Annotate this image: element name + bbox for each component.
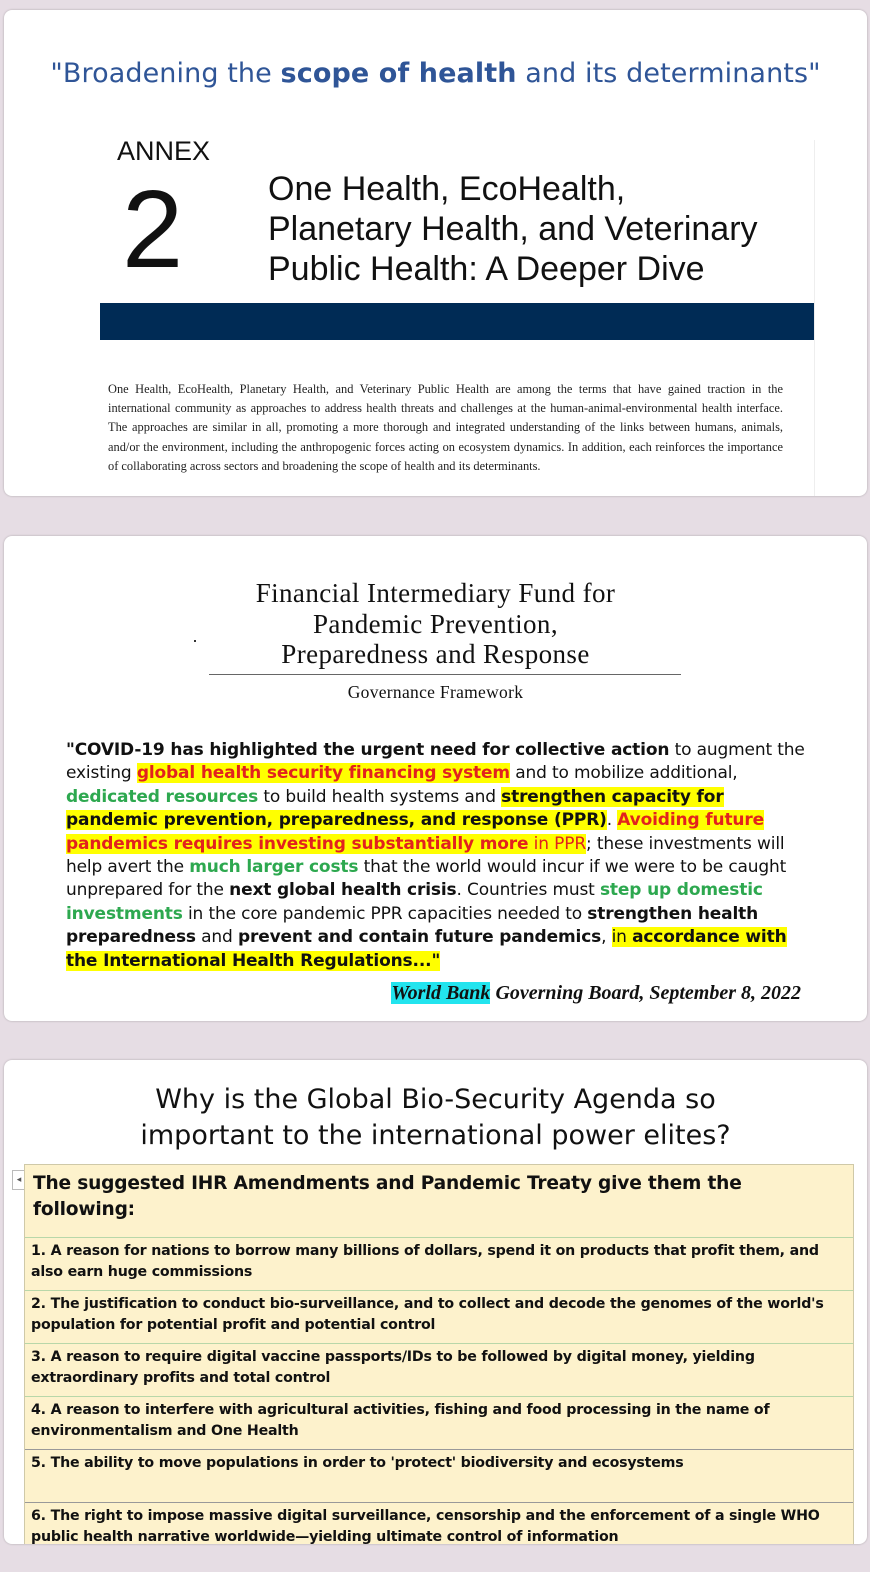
quote-attribution [391,982,801,1005]
annex-title-line: Planetary Health, and Veterinary [268,210,758,248]
table-header[interactable]: The suggested IHR Amendments and Pandemic Treaty give them the following: [33,1173,742,1220]
annex-title-line: One Health, EcoHealth, [268,170,626,208]
title-text-pre: "Broadening the [50,58,281,89]
quote-segment: global health security financing system [136,763,510,784]
quote-segment: step up domestic investments [66,880,763,924]
slide-title [4,58,867,89]
world-bank-quote [66,739,816,973]
quote-segment: in PPR [528,833,586,854]
quote-segment: and to mobilize additional, [509,763,738,784]
quote-segment: , [601,927,612,948]
table-row[interactable]: 2. The justification to conduct bio-surveillance, and to collect and decode the genomes of the world's population for potential profit and potential control [25,1290,853,1343]
stray-dot [194,640,196,642]
attribution-rest: Governing Board, September 8, 2022 [490,982,801,1004]
annex-number: 2 [122,168,184,291]
collapse-handle-icon[interactable]: ◂ [12,1170,26,1190]
title-text-bold: scope of health [280,58,517,89]
fif-title-line: Financial Intermediary Fund for [255,578,616,608]
question-title-line: important to the international power elites? [140,1120,731,1151]
table-row[interactable]: 6. The right to impose massive digital surveillance, censorship and the enforcement of a single WHO public health narrative worldwide—yielding ultimate control of information [25,1502,853,1544]
slide-biosecurity-agenda[interactable] [4,1060,867,1544]
quote-segment: Avoiding future pandemics requires investing substantially more [66,810,764,854]
quote-segment: . Countries must [456,880,600,901]
quote-segment: "COVID-19 has highlighted the urgent need for collective action [66,740,670,760]
table-row[interactable]: 4. A reason to interfere with agricultural activities, fishing and food processing in the name of environmentalism and One Health [25,1396,853,1449]
quote-segment: to build health systems and [258,786,502,807]
quote-segment: prevent and contain future pandemics [237,927,602,948]
annex-paragraph: One Health, EcoHealth, Planetary Health, and Veterinary Public Health are among the terms that have gained traction in the international community as approaches to address health threats and challenges at the human-animal-environmental health interface. The approaches are similar in all, promoting a more thorough and integrated understanding of the links between humans, animals, and/or the environment, including the anthropogenic forces acting on ecosystem dynamics. In addition, each reinforces the importance of collaborating across sectors and broadening the scope of health and its determinants. [108,382,783,473]
quote-segment: in the core pandemic PPR capacities needed to [182,903,588,924]
fif-title-line: Preparedness and Response [281,639,590,669]
quote-segment: much larger costs [189,857,359,878]
question-title-line: Why is the Global Bio-Security Agenda so [155,1084,716,1115]
quote-segment: . [606,810,618,831]
title-text-post: and its determinants" [516,58,821,89]
quote-segment: ; these investments will help avert the [66,833,785,878]
title-rule [209,674,681,675]
quote-segment: and [195,927,238,948]
slide-annex-one-health[interactable] [4,10,867,496]
quote-segment: in [611,927,633,948]
table-row[interactable]: 5. The ability to move populations in order to 'protect' biodiversity and ecosystems [25,1449,853,1502]
quote-segment: strengthen health preparedness [66,903,759,948]
quote-segment: accordance with the International Health Regulations..." [66,927,787,971]
fif-title-line: Pandemic Prevention, [313,608,558,639]
table-row[interactable]: 3. A reason to require digital vaccine passports/IDs to be followed by digital money, yielding extraordinary profits and total control [25,1343,853,1396]
fif-title [4,578,867,670]
navy-divider-bar [100,303,815,340]
slide-question-title [4,1082,867,1154]
quote-segment: dedicated resources [66,786,259,807]
quote-segment: to augment the existing [66,740,805,784]
quote-segment: strengthen capacity for pandemic prevention, preparedness, and response (PPR) [66,786,724,831]
quote-segment: that the world would incur if we were to be caught unprepared for the [66,857,787,901]
annex-label: ANNEX [117,136,211,166]
table-row[interactable]: 1. A reason for nations to borrow many billions of dollars, spend it on products that profit them, and also earn huge commissions [25,1237,853,1290]
annex-title [268,169,828,289]
ihr-amendments-table[interactable] [24,1164,854,1544]
quote-segment: next global health crisis [229,880,457,901]
fif-subtitle: Governance Framework [347,682,524,702]
annex-title-line: Public Health: A Deeper Dive [268,250,705,288]
slide-fif-quote[interactable] [4,536,867,1021]
attribution-highlight: World Bank [391,982,491,1004]
page-edge [814,140,815,496]
